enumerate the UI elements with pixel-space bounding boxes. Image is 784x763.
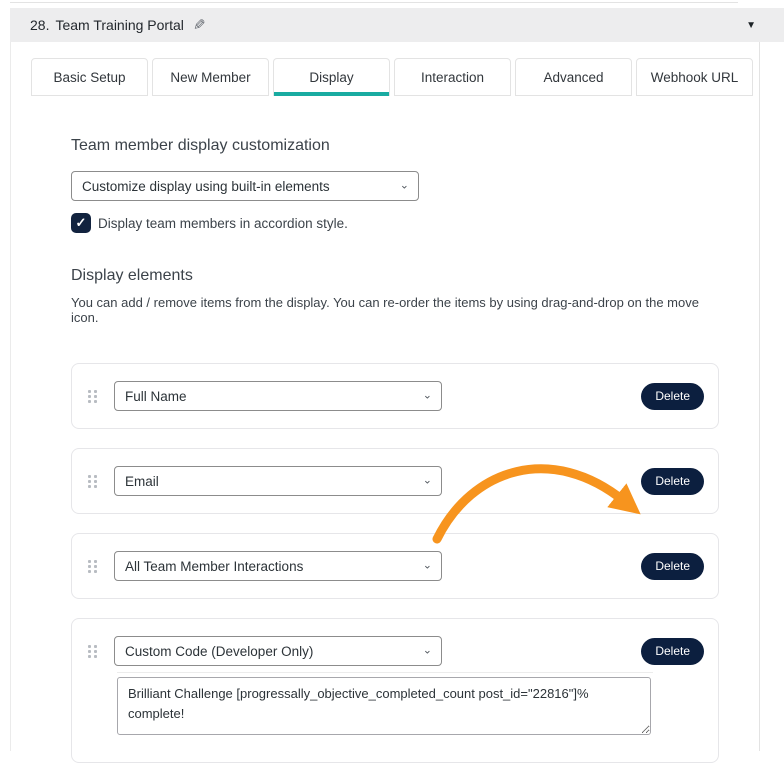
tab-bar [31, 58, 759, 96]
element-select-full-name[interactable] [114, 381, 442, 411]
metabox-title: Team Training Portal [55, 17, 184, 33]
customization-heading: Team member display customization [71, 137, 330, 154]
accordion-checkbox[interactable]: ✓ [71, 213, 91, 233]
display-elements-help: You can add / remove items from the display. You can re-order the items by using drag-and-drop on the move icon. [71, 295, 699, 325]
card-row [88, 636, 704, 666]
element-select-wrap [114, 551, 442, 581]
display-tab-content [11, 137, 759, 763]
delete-button[interactable]: Delete [641, 638, 704, 665]
edit-pencil-icon[interactable]: ✎ [192, 17, 206, 34]
custom-code-textarea[interactable] [117, 677, 651, 735]
element-card-custom-code [71, 618, 719, 763]
element-select-wrap [114, 381, 442, 411]
element-card-email [71, 448, 719, 514]
chevron-down-icon: ⌄ [399, 179, 409, 192]
display-elements-list [71, 363, 717, 763]
drag-handle-icon[interactable] [88, 475, 97, 488]
drag-handle-icon[interactable] [88, 390, 97, 403]
card-row [88, 551, 704, 581]
element-select-wrap [114, 636, 442, 666]
element-select-interactions[interactable] [114, 551, 442, 581]
drag-handle-icon[interactable] [88, 560, 97, 573]
metabox-body [10, 42, 760, 751]
tab-display[interactable]: Display [273, 58, 390, 96]
accordion-checkbox-label: Display team members in accordion style. [98, 215, 348, 231]
element-card-full-name [71, 363, 719, 429]
element-select-custom-code[interactable] [114, 636, 442, 666]
delete-button[interactable]: Delete [641, 468, 704, 495]
chevron-down-icon: ⌄ [422, 474, 432, 487]
tab-interaction[interactable]: Interaction [394, 58, 511, 96]
collapse-caret-icon[interactable]: ▼ [746, 19, 756, 31]
metabox-header [10, 8, 784, 42]
tab-advanced[interactable]: Advanced [515, 58, 632, 96]
element-card-interactions [71, 533, 719, 599]
chevron-down-icon: ⌄ [422, 389, 432, 402]
chevron-down-icon: ⌄ [422, 559, 432, 572]
drag-handle-icon[interactable] [88, 645, 97, 658]
delete-button[interactable]: Delete [641, 383, 704, 410]
chevron-down-icon: ⌄ [422, 644, 432, 657]
element-select-email[interactable] [114, 466, 442, 496]
metabox-number: 28. [30, 17, 50, 33]
card-row [88, 381, 704, 411]
display-elements-heading: Display elements [71, 267, 193, 284]
element-select-wrap [114, 466, 442, 496]
tab-new-member[interactable]: New Member [152, 58, 269, 96]
tab-webhook-url[interactable]: Webhook URL [636, 58, 753, 96]
accordion-checkbox-row [71, 213, 717, 233]
card-row [88, 466, 704, 496]
tab-basic-setup[interactable]: Basic Setup [31, 58, 148, 96]
delete-button[interactable]: Delete [641, 553, 704, 580]
display-mode-select[interactable] [71, 171, 419, 201]
custom-code-section [117, 672, 653, 740]
display-mode-select-wrap [71, 171, 419, 201]
top-divider [10, 2, 738, 3]
